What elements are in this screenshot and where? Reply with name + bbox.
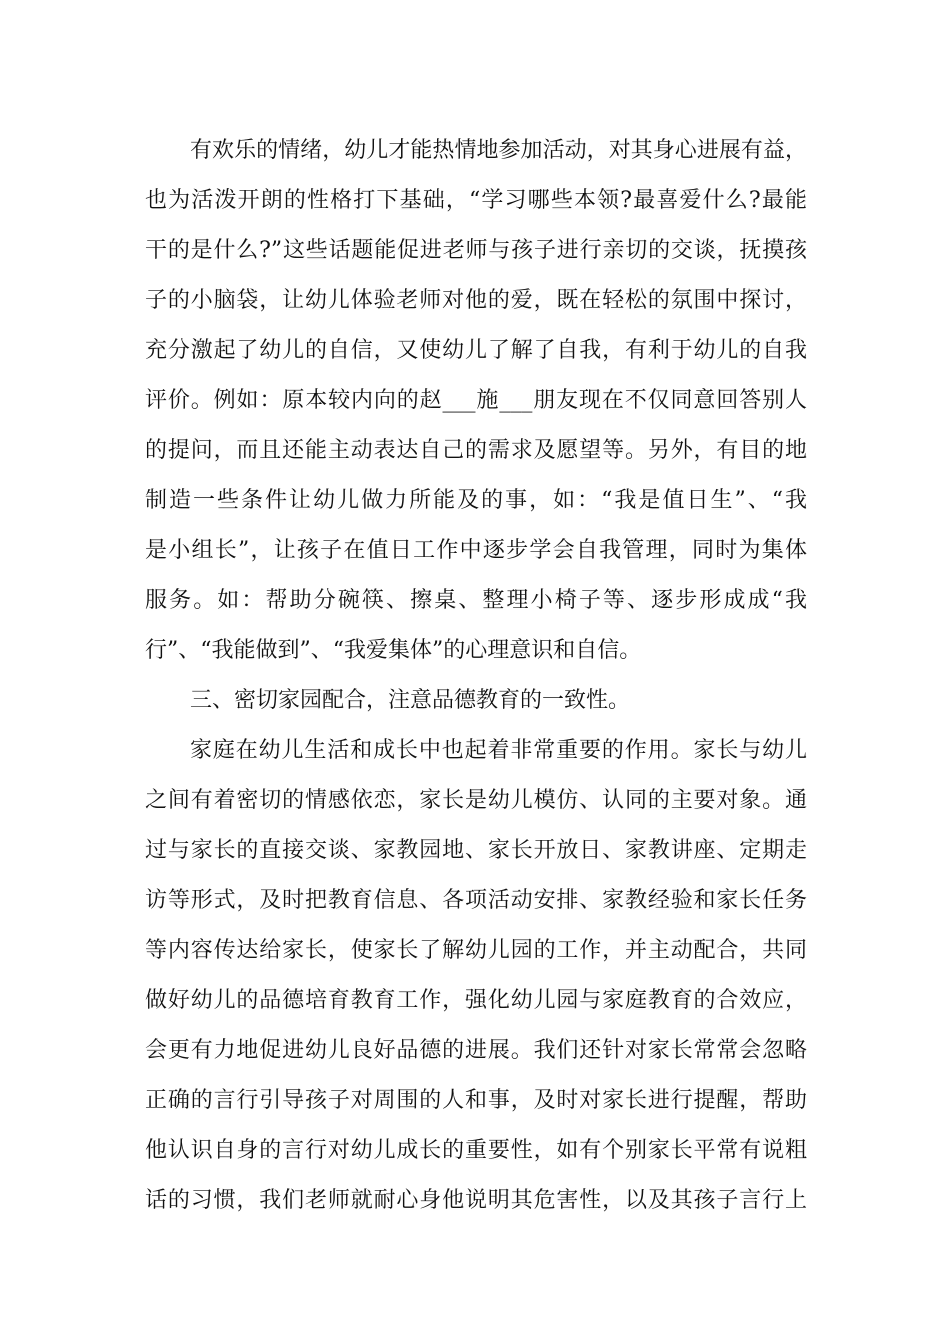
paragraph-line: 会更有力地促进幼儿良好品德的进展。我们还针对家长常常会忽略 [145, 1038, 807, 1063]
paragraph-line: 的提问，而且还能主动表达自己的需求及愿望等。另外，有目的地 [145, 438, 807, 463]
paragraph-line: 之间有着密切的情感依恋，家长是幼儿模仿、认同的主要对象。通 [145, 788, 807, 813]
paragraph-line: 有欢乐的情绪，幼儿才能热情地参加活动，对其身心进展有益， [190, 138, 807, 163]
paragraph-line: 做好幼儿的品德培育教育工作，强化幼儿园与家庭教育的合效应， [145, 988, 807, 1013]
paragraph-line: 过与家长的直接交谈、家教园地、家长开放日、家教讲座、定期走 [145, 838, 807, 863]
paragraph-line: 充分激起了幼儿的自信，又使幼儿了解了自我，有利于幼儿的自我 [145, 338, 807, 363]
paragraph-line: 也为活泼开朗的性格打下基础，“学习哪些本领?最喜爱什么?最能 [145, 188, 807, 213]
paragraph-line: 家庭在幼儿生活和成长中也起着非常重要的作用。家长与幼儿 [190, 738, 807, 763]
paragraph-line: 他认识自身的言行对幼儿成长的重要性，如有个别家长平常有说粗 [145, 1138, 807, 1163]
paragraph-line: 制造一些条件让幼儿做力所能及的事，如：“我是值日生”、“我 [145, 488, 807, 513]
paragraph-line: 行”、“我能做到”、“我爱集体”的心理意识和自信。 [145, 638, 642, 663]
paragraph-line: 等内容传达给家长，使家长了解幼儿园的工作，并主动配合，共同 [145, 938, 807, 963]
paragraph-line: 服务。如：帮助分碗筷、擦桌、整理小椅子等、逐步形成成“我 [145, 588, 807, 613]
section-heading: 三、密切家园配合，注意品德教育的一致性。 [190, 688, 631, 713]
paragraph-line: 是小组长”，让孩子在值日工作中逐步学会自我管理，同时为集体 [145, 538, 807, 563]
paragraph-line: 评价。例如：原本较内向的赵___施___朋友现在不仅同意回答别人 [145, 388, 807, 413]
paragraph-line: 话的习惯，我们老师就耐心身他说明其危害性，以及其孩子言行上 [145, 1188, 807, 1213]
paragraph-line: 正确的言行引导孩子对周围的人和事，及时对家长进行提醒，帮助 [145, 1088, 807, 1113]
paragraph-line: 干的是什么?”这些话题能促进老师与孩子进行亲切的交谈，抚摸孩 [145, 238, 807, 263]
paragraph-line: 访等形式，及时把教育信息、各项活动安排、家教经验和家长任务 [145, 888, 807, 913]
paragraph-line: 子的小脑袋，让幼儿体验老师对他的爱，既在轻松的氛围中探讨， [145, 288, 807, 313]
